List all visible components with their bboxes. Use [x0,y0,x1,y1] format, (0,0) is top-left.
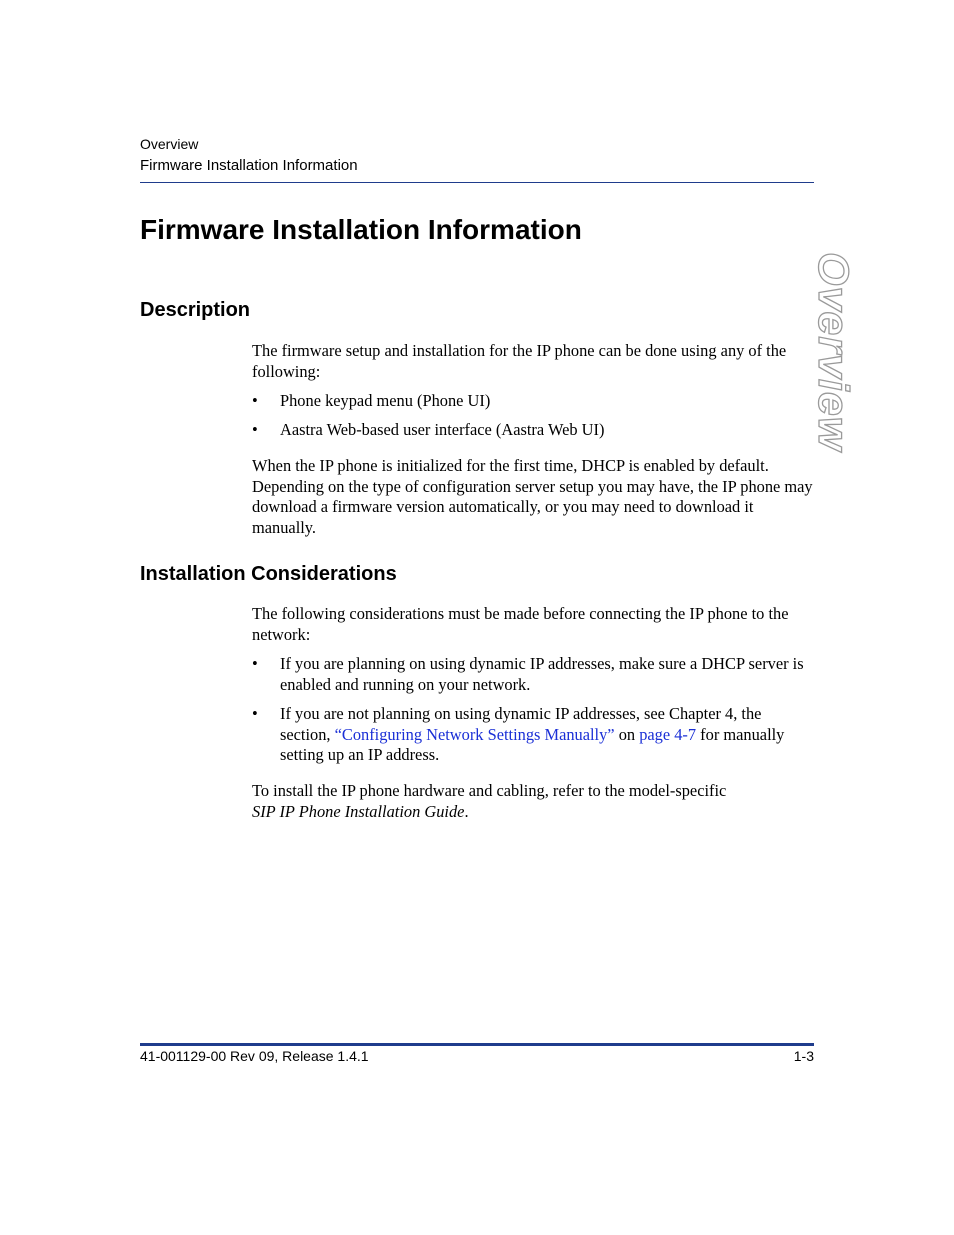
list-item [252,420,814,441]
side-tab-overview: Overview [809,252,857,452]
footer-doc-id: 41-001129-00 Rev 09, Release 1.4.1 [140,1048,369,1064]
header-rule [140,182,814,183]
text-segment: on [614,724,640,744]
bullet-glyph: • [252,391,258,410]
text-segment: for manually setting up an IP address. [280,724,785,764]
footer-rule [140,1043,814,1046]
bullet-glyph: • [252,420,258,439]
list-item [252,654,814,695]
footer-page-number: 1-3 [793,1048,814,1064]
running-header-section: Overview [140,136,199,152]
text-segment: . [464,801,469,821]
bullet-glyph: • [252,654,258,673]
description-intro: The firmware setup and installation for the IP phone can be done using any of the following: [252,341,787,381]
text-segment: To install the IP phone hardware and cabling, refer to the model-specific [252,781,727,800]
configuring-network-settings-link[interactable]: “Configuring Network Settings Manually” [334,724,615,744]
list-item-text: Phone keypad menu (Phone UI) [280,391,491,410]
list-item [252,704,814,766]
page-reference-link[interactable]: page 4-7 [639,724,697,744]
closing-paragraph [252,781,814,822]
running-header-subsection: Firmware Installation Information [140,157,358,174]
text-segment: If you are not planning on using dynamic IP addresses, see Chapter 4, the section, [280,704,762,744]
bullet-glyph: • [252,704,258,723]
considerations-heading: Installation Considerations [140,563,397,585]
dhcp-paragraph: When the IP phone is initialized for the first time, DHCP is enabled by default. Depending on the type of configuration server setup you may have, the IP phone may download a firmware version automatically, or you may need to download it manually. [252,456,813,537]
list-item-text [280,704,814,766]
description-heading: Description [140,299,251,321]
page-title: Firmware Installation Information [140,214,582,245]
guide-title: SIP IP Phone Installation Guide [252,801,465,821]
list-item-text: Aastra Web-based user interface (Aastra Web UI) [280,420,605,439]
list-item-text: If you are planning on using dynamic IP addresses, make sure a DHCP server is enabled and running on your network. [280,654,804,694]
list-item [252,391,814,412]
considerations-intro: The following considerations must be made before connecting the IP phone to the network: [252,604,789,644]
